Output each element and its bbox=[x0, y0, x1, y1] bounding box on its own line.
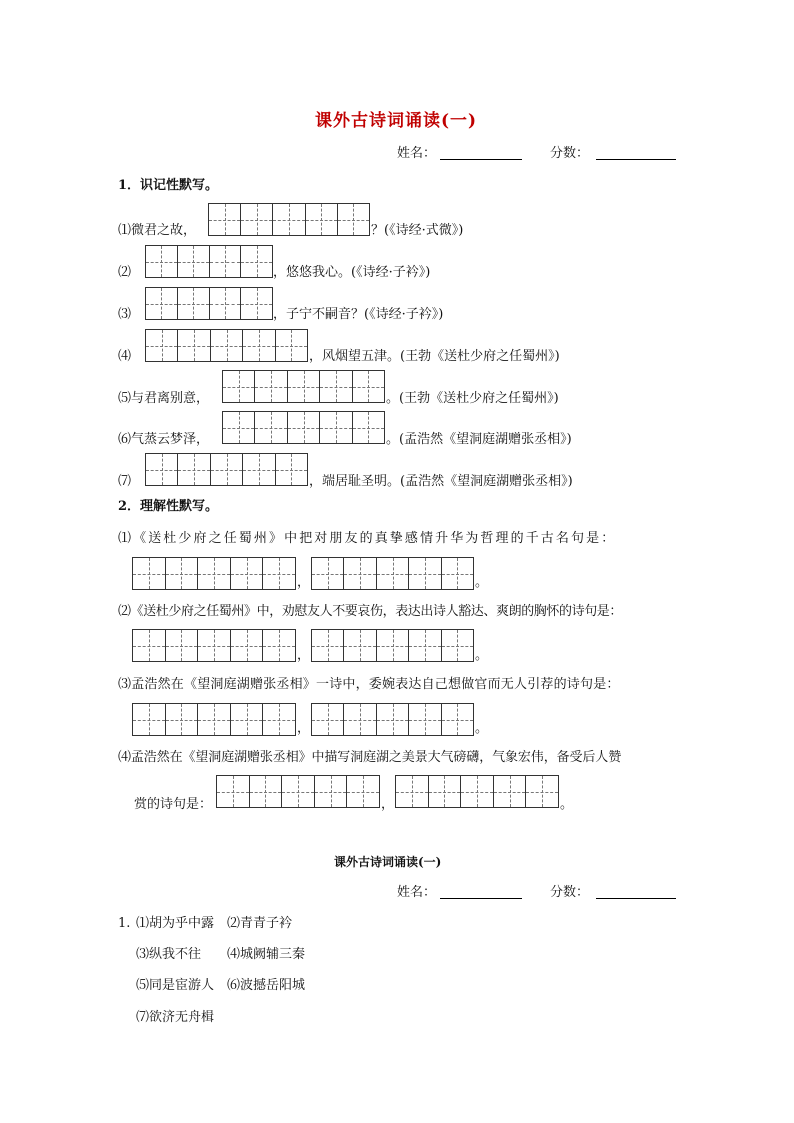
answer-grid[interactable] bbox=[145, 453, 308, 486]
answer-grid[interactable] bbox=[208, 203, 370, 236]
answer-grid[interactable] bbox=[311, 629, 474, 662]
answer-grid[interactable] bbox=[132, 557, 296, 590]
score-label: 分数： bbox=[550, 146, 590, 161]
q1-item-1-prefix: ⑴微君之故， bbox=[118, 223, 197, 238]
answer-grid[interactable] bbox=[132, 703, 296, 736]
q1-heading: 1．识记性默写。 bbox=[118, 178, 219, 193]
q2-item-4-text: ⑷孟浩然在《望洞庭湖赠张丞相》中描写洞庭湖之美景大气磅礴，气象宏伟，备受后人赞 bbox=[118, 750, 622, 765]
q2-heading: 2．理解性默写。 bbox=[118, 499, 219, 514]
answer-grid[interactable] bbox=[311, 557, 474, 590]
q2-item-2-text: ⑵《送杜少府之任蜀州》中，劝慰友人不要哀伤，表达出诗人豁达、爽朗的胸怀的诗句是： bbox=[118, 604, 623, 619]
q2-item-1-text: ⑴《送杜少府之任蜀州》中把对朋友的真挚感情升华为哲理的千古名句是： bbox=[118, 531, 617, 546]
answer-line: ⑶纵我不往 ⑷城阙辅三秦 bbox=[136, 947, 306, 962]
period: 。 bbox=[475, 575, 489, 590]
q1-item-7-suffix: ，端居耻圣明。(孟浩然《望洞庭湖赠张丞相》) bbox=[309, 474, 573, 489]
q1-item-3-suffix: ，子宁不嗣音？(《诗经·子衿》) bbox=[273, 307, 444, 322]
answer-grid[interactable] bbox=[222, 411, 385, 444]
answer-line: ⑴胡为乎中露 ⑵青青子衿 bbox=[136, 916, 293, 931]
q1-item-5-suffix: 。(王勃《送杜少府之任蜀州》) bbox=[386, 391, 559, 406]
name-label: 姓名： bbox=[397, 885, 437, 900]
score-label: 分数： bbox=[550, 885, 590, 900]
answer-grid[interactable] bbox=[145, 329, 308, 362]
answer-grid[interactable] bbox=[145, 245, 273, 278]
period: 。 bbox=[475, 648, 489, 663]
period: 。 bbox=[560, 797, 574, 812]
comma: ， bbox=[297, 721, 311, 736]
answer-line: ⑸同是宦游人 ⑹波撼岳阳城 bbox=[136, 978, 306, 993]
comma: ， bbox=[297, 575, 311, 590]
q2-item-4-text2: 赏的诗句是： bbox=[134, 797, 213, 812]
answer-grid[interactable] bbox=[216, 775, 380, 808]
answers-title: 课外古诗词诵读(一) bbox=[334, 855, 442, 869]
score-field[interactable] bbox=[596, 884, 676, 899]
answer-grid[interactable] bbox=[145, 287, 273, 320]
comma: ， bbox=[381, 797, 395, 812]
q2-item-3-text: ⑶孟浩然在《望洞庭湖赠张丞相》一诗中，委婉表达自己想做官而无人引荐的诗句是： bbox=[118, 677, 620, 692]
q1-item-3-prefix: ⑶ bbox=[118, 307, 132, 322]
comma: ， bbox=[297, 648, 311, 663]
q1-item-4-suffix: ，风烟望五津。(王勃《送杜少府之任蜀州》) bbox=[309, 349, 560, 364]
answer-grid[interactable] bbox=[311, 703, 474, 736]
answer-grid[interactable] bbox=[222, 370, 385, 403]
page-title: 课外古诗词诵读(一) bbox=[315, 111, 478, 131]
period: 。 bbox=[475, 721, 489, 736]
q1-item-7-prefix: ⑺ bbox=[118, 474, 132, 489]
answer-number: 1. bbox=[118, 916, 131, 931]
q1-item-5-prefix: ⑸与君离别意， bbox=[118, 391, 210, 406]
q1-item-2-prefix: ⑵ bbox=[118, 265, 132, 280]
q1-item-6-suffix: 。(孟浩然《望洞庭湖赠张丞相》) bbox=[386, 432, 572, 447]
q1-item-4-prefix: ⑷ bbox=[118, 349, 132, 364]
q1-item-1-suffix: ？(《诗经·式微》) bbox=[371, 223, 464, 238]
answer-line: ⑺欲济无舟楫 bbox=[136, 1010, 215, 1025]
name-field[interactable] bbox=[440, 884, 522, 899]
score-field[interactable] bbox=[596, 145, 676, 160]
name-field[interactable] bbox=[440, 145, 522, 160]
q1-item-2-suffix: ，悠悠我心。(《诗经·子衿》) bbox=[273, 265, 431, 280]
answer-grid[interactable] bbox=[395, 775, 559, 808]
name-label: 姓名： bbox=[397, 146, 437, 161]
q1-item-6-prefix: ⑹气蒸云梦泽， bbox=[118, 432, 210, 447]
answer-grid[interactable] bbox=[132, 629, 296, 662]
